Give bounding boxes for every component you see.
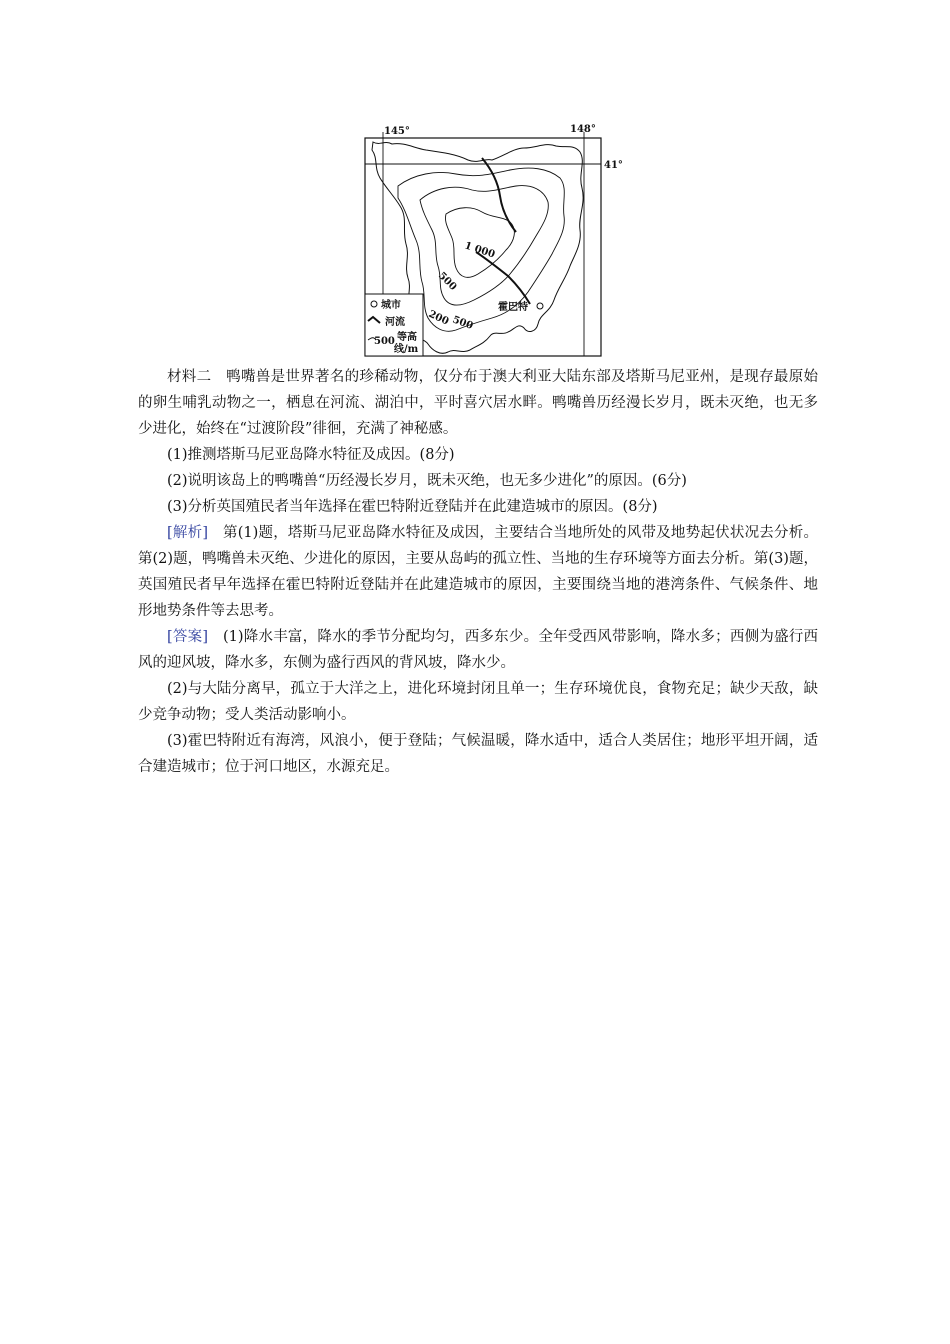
contour-500-label: 500	[435, 270, 459, 293]
city-marker	[537, 303, 543, 309]
paragraph-text: (2)说明该岛上的鸭嘴兽“历经漫长岁月，既未灭绝，也无多少进化”的原因。(6分)	[167, 473, 687, 489]
legend-city-label: 城市	[381, 300, 401, 311]
contour-1000	[445, 208, 514, 278]
longitude-145-label: 145°	[384, 126, 410, 137]
answer-paragraph	[138, 624, 818, 676]
paragraph-text: 材料二 鸭嘴兽是世界著名的珍稀动物，仅分布于澳大利亚大陆东部及塔斯马尼亚州，是现存最原始的卵生哺乳动物之一，栖息在河流、湖泊中，平时喜穴居水畔。鸭嘴兽历经漫长岁月，既未灭绝，也无多少进化，始终在“过渡阶段”徘徊，充满了神秘感。	[138, 369, 818, 437]
analysis-tag: [解析]	[167, 525, 209, 541]
legend-river-label: 河流	[385, 317, 405, 328]
river-north	[482, 158, 516, 232]
legend-contour-label-1: 等高	[397, 332, 417, 343]
question-content	[138, 364, 818, 780]
paragraph-text: (2)与大陆分离早，孤立于大洋之上，进化环境封闭且单一；生存环境优良，食物充足；缺少天敌，缺少竞争动物；受人类活动影响小。	[138, 681, 818, 723]
contour-1000-label: 1 000	[463, 240, 497, 261]
map-graphic	[364, 118, 623, 360]
contour-200-label: 200	[426, 308, 451, 328]
answer-3-paragraph	[138, 728, 818, 780]
latitude-41-label: 41°	[604, 160, 623, 171]
answer-2-paragraph	[138, 676, 818, 728]
legend-contour-value: 500	[374, 336, 395, 347]
paragraph-text: (1)推测塔斯马尼亚岛降水特征及成因。(8分)	[167, 447, 455, 463]
paragraph-text: (3)霍巴特附近有海湾，风浪小，便于登陆；气候温暖，降水适中，适合人类居住；地形平坦开阔，适合建造城市；位于河口地区，水源充足。	[138, 733, 818, 775]
question-1	[138, 442, 818, 468]
tasmania-contour-map	[364, 118, 623, 360]
paragraph-text: (3)分析英国殖民者当年选择在霍巴特附近登陆并在此建造城市的原因。(8分)	[167, 499, 658, 515]
question-3	[138, 494, 818, 520]
analysis-paragraph	[138, 520, 818, 624]
river-derwent	[476, 252, 530, 304]
contour-500b-label: 500	[450, 314, 475, 332]
material-two-paragraph	[138, 364, 818, 442]
city-name-label: 霍巴特	[498, 302, 528, 313]
paragraph-text: (1)降水丰富，降水的季节分配均匀，西多东少。全年受西风带影响，降水多；西侧为盛行西风的迎风坡，降水多，东侧为盛行西风的背风坡，降水少。	[138, 629, 818, 671]
answer-tag: [答案]	[167, 629, 209, 645]
legend-contour-label-2: 线/m	[394, 344, 419, 355]
longitude-148-label: 148°	[570, 124, 596, 135]
paragraph-text: 第(1)题，塔斯马尼亚岛降水特征及成因，主要结合当地所处的风带及地势起伏状况去分析。第(2)题，鸭嘴兽未灭绝、少进化的原因，主要从岛屿的孤立性、当地的生存环境等方面去分析。第(3)题，英国殖民者早年选择在霍巴特附近登陆并在此建造城市的原因，主要围绕当地的港湾条件、气候条件、地形地势条件等去思考。	[138, 525, 818, 619]
question-2	[138, 468, 818, 494]
legend-city-symbol	[371, 301, 377, 307]
